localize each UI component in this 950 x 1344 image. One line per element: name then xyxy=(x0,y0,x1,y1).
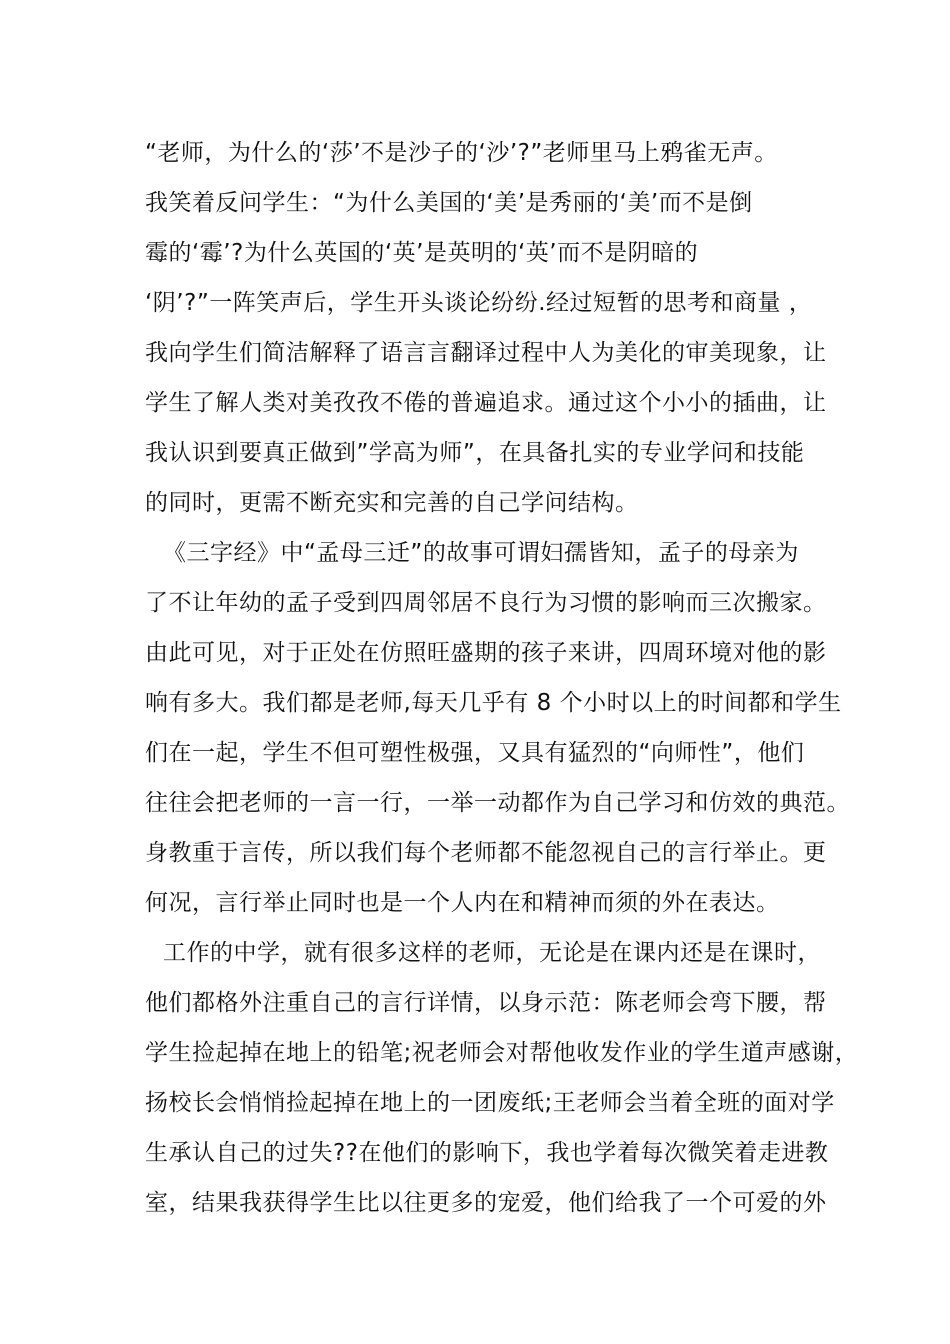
text-line: 们在一起，学生不但可塑性极强，又具有猛烈的“向师性”，他们 xyxy=(145,740,805,766)
text-line: 霉的‘霉’?为什么英国的‘英’是英明的‘英’而不是阴暗的 xyxy=(145,240,699,266)
text-line: ‘阴’?”一阵笑声后，学生开头谈论纷纷.经过短暂的思考和商量 ， xyxy=(145,290,813,316)
text-line: 往往会把老师的一言一行，一举一动都作为自己学习和仿效的典范。 xyxy=(145,790,850,816)
text-line: 何况，言行举止同时也是一个人内在和精神而须的外在表达。 xyxy=(145,890,780,916)
text-line: 响有多大。我们都是老师,每天几乎有 8 个小时以上的时间都和学生 xyxy=(145,690,842,716)
text-line: 了不让年幼的孟子受到四周邻居不良行为习惯的影响而三次搬家。 xyxy=(145,590,827,616)
text-line: 的同时，更需不断充实和完善的自己学问结构。 xyxy=(145,490,639,516)
text-line: 身教重于言传，所以我们每个老师都不能忽视自己的言行举止。更 xyxy=(145,840,827,866)
document-body xyxy=(145,128,859,1228)
text-line: 由此可见，对于正处在仿照旺盛期的孩子来讲，四周环境对他的影 xyxy=(145,640,827,666)
text-line: 生承认自己的过失??在他们的影响下，我也学着每次微笑着走进教 xyxy=(145,1140,829,1166)
text-line: 我认识到要真正做到”学高为师”，在具备扎实的专业学问和技能 xyxy=(145,440,805,466)
text-line: 学生捡起掉在地上的铅笔;祝老师会对帮他收发作业的学生道声感谢， xyxy=(145,1040,859,1066)
text-line: 扬校长会悄悄捡起掉在地上的一团废纸;王老师会当着全班的面对学 xyxy=(145,1090,835,1116)
text-line: 我向学生们简洁解释了语言言翻译过程中人为美化的审美现象，让 xyxy=(145,340,827,366)
text-line: 他们都格外注重自己的言行详情，以身示范：陈老师会弯下腰，帮 xyxy=(145,990,827,1016)
paragraph-start-line: 工作的中学，就有很多这样的老师，无论是在课内还是在课时， xyxy=(163,940,821,966)
text-line: 我笑着反问学生：“为什么美国的‘美’是秀丽的‘美’而不是倒 xyxy=(145,190,753,216)
paragraph-start-line: 《三字经》中“孟母三迁”的故事可谓妇孺皆知，孟子的母亲为 xyxy=(163,540,799,566)
text-line: 学生了解人类对美孜孜不倦的普遍追求。通过这个小小的插曲，让 xyxy=(145,390,827,416)
text-line: 室，结果我获得学生比以往更多的宠爱，他们给我了一个可爱的外 xyxy=(145,1190,827,1216)
text-line: “老师，为什么的‘莎’不是沙子的‘沙’?”老师里马上鸦雀无声。 xyxy=(145,140,778,166)
